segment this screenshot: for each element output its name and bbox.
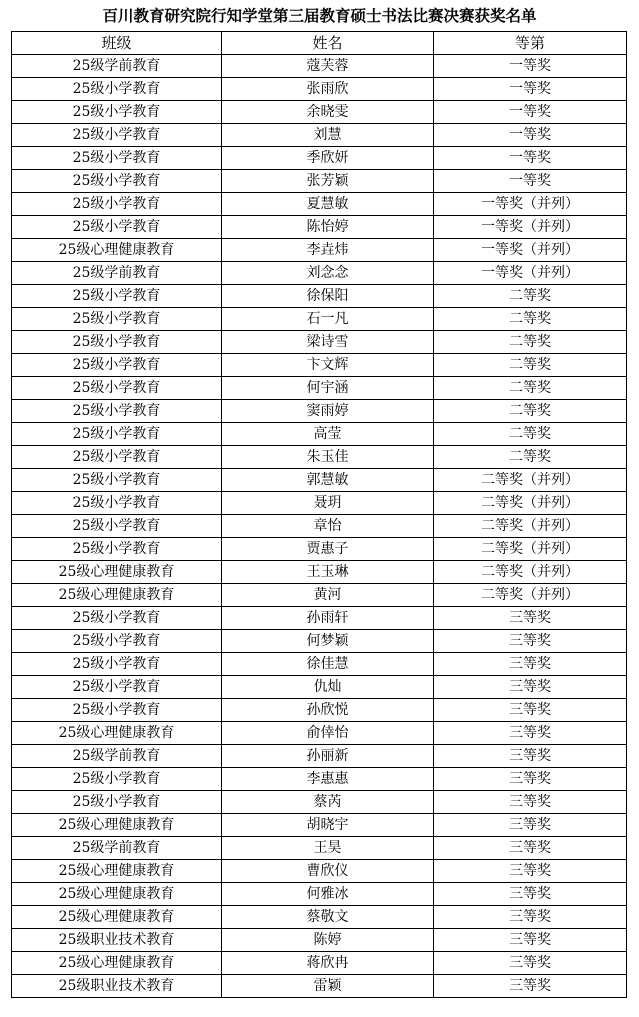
table-row xyxy=(12,538,627,561)
cell-name: 聂玥 xyxy=(222,492,434,515)
cell-name: 胡晓宇 xyxy=(222,814,434,837)
cell-class: 25级学前教育 xyxy=(12,745,222,768)
table-row xyxy=(12,492,627,515)
table-row xyxy=(12,147,627,170)
cell-rank: 一等奖 xyxy=(434,78,627,101)
cell-class: 25级心理健康教育 xyxy=(12,952,222,975)
cell-rank: 二等奖（并列） xyxy=(434,538,627,561)
cell-name: 孙雨轩 xyxy=(222,607,434,630)
table-row xyxy=(12,883,627,906)
cell-name: 雷颖 xyxy=(222,975,434,998)
cell-class: 25级小学教育 xyxy=(12,423,222,446)
cell-name: 王昊 xyxy=(222,837,434,860)
cell-rank: 三等奖 xyxy=(434,653,627,676)
cell-class: 25级小学教育 xyxy=(12,308,222,331)
table-row xyxy=(12,423,627,446)
table-row xyxy=(12,55,627,78)
cell-class: 25级小学教育 xyxy=(12,699,222,722)
column-header-name: 姓名 xyxy=(222,32,434,55)
table-row xyxy=(12,814,627,837)
cell-rank: 二等奖 xyxy=(434,285,627,308)
cell-rank: 三等奖 xyxy=(434,814,627,837)
cell-rank: 三等奖 xyxy=(434,837,627,860)
cell-class: 25级小学教育 xyxy=(12,147,222,170)
cell-name: 蒋欣冉 xyxy=(222,952,434,975)
cell-rank: 三等奖 xyxy=(434,699,627,722)
table-row xyxy=(12,561,627,584)
cell-class: 25级学前教育 xyxy=(12,837,222,860)
table-row xyxy=(12,791,627,814)
cell-class: 25级心理健康教育 xyxy=(12,722,222,745)
cell-name: 夏慧敏 xyxy=(222,193,434,216)
document-title: 百川教育研究院行知学堂第三届教育硕士书法比赛决赛获奖名单 xyxy=(102,6,537,25)
cell-name: 蔻芙蓉 xyxy=(222,55,434,78)
cell-rank: 二等奖 xyxy=(434,400,627,423)
cell-name: 郭慧敏 xyxy=(222,469,434,492)
cell-name: 曹欣仪 xyxy=(222,860,434,883)
cell-name: 李惠惠 xyxy=(222,768,434,791)
cell-name: 仇灿 xyxy=(222,676,434,699)
cell-class: 25级小学教育 xyxy=(12,653,222,676)
cell-rank: 三等奖 xyxy=(434,607,627,630)
cell-class: 25级小学教育 xyxy=(12,331,222,354)
cell-rank: 二等奖（并列） xyxy=(434,515,627,538)
cell-class: 25级小学教育 xyxy=(12,607,222,630)
cell-rank: 三等奖 xyxy=(434,883,627,906)
cell-rank: 三等奖 xyxy=(434,952,627,975)
cell-name: 徐佳慧 xyxy=(222,653,434,676)
table-row xyxy=(12,837,627,860)
table-row xyxy=(12,354,627,377)
cell-rank: 一等奖（并列） xyxy=(434,262,627,285)
cell-class: 25级小学教育 xyxy=(12,354,222,377)
cell-name: 俞倖怡 xyxy=(222,722,434,745)
cell-rank: 一等奖 xyxy=(434,55,627,78)
cell-rank: 三等奖 xyxy=(434,975,627,998)
table-row xyxy=(12,630,627,653)
cell-name: 季欣妍 xyxy=(222,147,434,170)
cell-name: 蔡芮 xyxy=(222,791,434,814)
cell-class: 25级小学教育 xyxy=(12,492,222,515)
cell-name: 卞文辉 xyxy=(222,354,434,377)
award-table xyxy=(11,31,627,998)
cell-rank: 二等奖（并列） xyxy=(434,469,627,492)
cell-class: 25级小学教育 xyxy=(12,630,222,653)
cell-class: 25级小学教育 xyxy=(12,676,222,699)
column-header-class: 班级 xyxy=(12,32,222,55)
column-header-rank: 等第 xyxy=(434,32,627,55)
cell-rank: 一等奖 xyxy=(434,124,627,147)
table-row xyxy=(12,929,627,952)
cell-name: 刘念念 xyxy=(222,262,434,285)
cell-rank: 三等奖 xyxy=(434,768,627,791)
table-row xyxy=(12,906,627,929)
cell-class: 25级小学教育 xyxy=(12,791,222,814)
cell-rank: 三等奖 xyxy=(434,906,627,929)
cell-name: 余晓雯 xyxy=(222,101,434,124)
table-row xyxy=(12,653,627,676)
table-row xyxy=(12,331,627,354)
table-row xyxy=(12,193,627,216)
cell-rank: 三等奖 xyxy=(434,676,627,699)
cell-class: 25级心理健康教育 xyxy=(12,584,222,607)
cell-rank: 二等奖 xyxy=(434,308,627,331)
cell-class: 25级职业技术教育 xyxy=(12,929,222,952)
cell-class: 25级小学教育 xyxy=(12,400,222,423)
cell-class: 25级小学教育 xyxy=(12,216,222,239)
cell-name: 朱玉佳 xyxy=(222,446,434,469)
cell-class: 25级小学教育 xyxy=(12,124,222,147)
table-row xyxy=(12,377,627,400)
cell-class: 25级心理健康教育 xyxy=(12,883,222,906)
cell-class: 25级小学教育 xyxy=(12,170,222,193)
cell-name: 陈怡婷 xyxy=(222,216,434,239)
cell-rank: 一等奖 xyxy=(434,170,627,193)
cell-class: 25级心理健康教育 xyxy=(12,239,222,262)
cell-name: 章怡 xyxy=(222,515,434,538)
cell-class: 25级小学教育 xyxy=(12,768,222,791)
table-row xyxy=(12,101,627,124)
cell-rank: 一等奖（并列） xyxy=(434,193,627,216)
table-row xyxy=(12,952,627,975)
table-row xyxy=(12,515,627,538)
cell-class: 25级小学教育 xyxy=(12,193,222,216)
table-row xyxy=(12,584,627,607)
cell-class: 25级心理健康教育 xyxy=(12,860,222,883)
table-row xyxy=(12,975,627,998)
cell-class: 25级小学教育 xyxy=(12,446,222,469)
cell-rank: 二等奖 xyxy=(434,423,627,446)
cell-name: 孙丽新 xyxy=(222,745,434,768)
cell-rank: 二等奖（并列） xyxy=(434,492,627,515)
table-row xyxy=(12,745,627,768)
cell-rank: 一等奖 xyxy=(434,147,627,170)
cell-rank: 二等奖（并列） xyxy=(434,561,627,584)
cell-name: 徐保阳 xyxy=(222,285,434,308)
cell-rank: 一等奖 xyxy=(434,101,627,124)
table-row xyxy=(12,722,627,745)
cell-rank: 三等奖 xyxy=(434,791,627,814)
table-row xyxy=(12,124,627,147)
table-row xyxy=(12,699,627,722)
cell-name: 刘慧 xyxy=(222,124,434,147)
cell-class: 25级小学教育 xyxy=(12,469,222,492)
cell-rank: 一等奖（并列） xyxy=(434,216,627,239)
cell-name: 贾惠子 xyxy=(222,538,434,561)
cell-rank: 三等奖 xyxy=(434,745,627,768)
cell-class: 25级小学教育 xyxy=(12,285,222,308)
cell-name: 何宇涵 xyxy=(222,377,434,400)
table-row xyxy=(12,446,627,469)
table-row xyxy=(12,216,627,239)
cell-class: 25级心理健康教育 xyxy=(12,561,222,584)
cell-name: 高莹 xyxy=(222,423,434,446)
cell-rank: 二等奖 xyxy=(434,446,627,469)
cell-name: 何梦颖 xyxy=(222,630,434,653)
table-header-row xyxy=(12,32,627,55)
table-row xyxy=(12,860,627,883)
cell-name: 李垚炜 xyxy=(222,239,434,262)
cell-name: 梁诗雪 xyxy=(222,331,434,354)
table-row xyxy=(12,262,627,285)
cell-name: 孙欣悦 xyxy=(222,699,434,722)
cell-class: 25级职业技术教育 xyxy=(12,975,222,998)
cell-class: 25级小学教育 xyxy=(12,515,222,538)
cell-name: 石一凡 xyxy=(222,308,434,331)
table-row xyxy=(12,469,627,492)
table-row xyxy=(12,239,627,262)
cell-rank: 一等奖（并列） xyxy=(434,239,627,262)
table-row xyxy=(12,676,627,699)
cell-class: 25级心理健康教育 xyxy=(12,906,222,929)
table-row xyxy=(12,308,627,331)
cell-rank: 三等奖 xyxy=(434,722,627,745)
cell-name: 黄河 xyxy=(222,584,434,607)
cell-class: 25级学前教育 xyxy=(12,55,222,78)
cell-rank: 三等奖 xyxy=(434,630,627,653)
cell-name: 窦雨婷 xyxy=(222,400,434,423)
cell-name: 何雅冰 xyxy=(222,883,434,906)
cell-class: 25级心理健康教育 xyxy=(12,814,222,837)
cell-rank: 二等奖 xyxy=(434,377,627,400)
cell-rank: 二等奖 xyxy=(434,331,627,354)
cell-class: 25级小学教育 xyxy=(12,101,222,124)
cell-class: 25级小学教育 xyxy=(12,377,222,400)
cell-name: 张雨欣 xyxy=(222,78,434,101)
cell-rank: 二等奖 xyxy=(434,354,627,377)
cell-rank: 三等奖 xyxy=(434,929,627,952)
table-row xyxy=(12,78,627,101)
cell-name: 陈婷 xyxy=(222,929,434,952)
award-table-body xyxy=(12,55,627,998)
cell-class: 25级学前教育 xyxy=(12,262,222,285)
table-row xyxy=(12,285,627,308)
table-row xyxy=(12,400,627,423)
cell-name: 蔡敬文 xyxy=(222,906,434,929)
table-row xyxy=(12,607,627,630)
table-row xyxy=(12,768,627,791)
cell-rank: 三等奖 xyxy=(434,860,627,883)
cell-name: 张芳颖 xyxy=(222,170,434,193)
cell-rank: 二等奖（并列） xyxy=(434,584,627,607)
cell-class: 25级小学教育 xyxy=(12,538,222,561)
cell-class: 25级小学教育 xyxy=(12,78,222,101)
cell-name: 王玉琳 xyxy=(222,561,434,584)
table-row xyxy=(12,170,627,193)
